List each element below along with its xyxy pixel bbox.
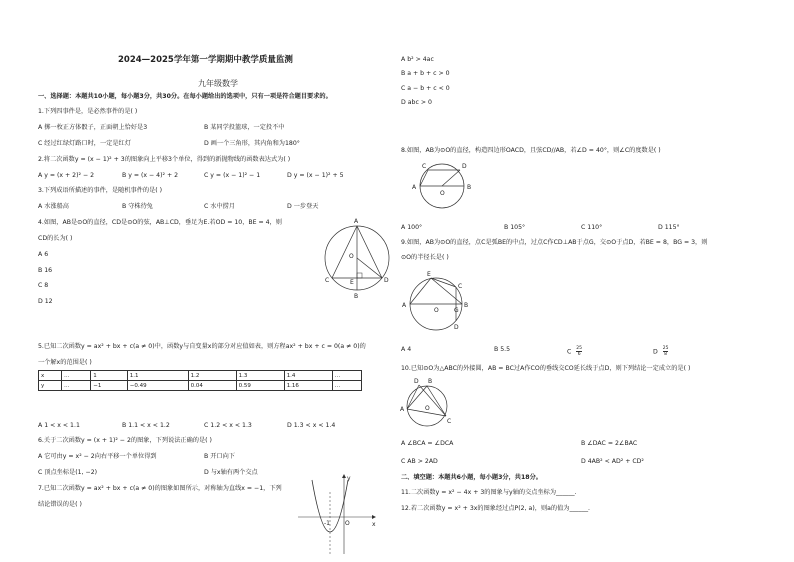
q9-label-g: G [454,307,459,314]
q10-circle-figure [400,376,453,432]
q4-circle-figure [320,218,396,298]
q1-option-d: D 画一个三角形，其内角和为180° [204,140,300,147]
table-cell: y [39,381,62,391]
q7-option-b: B a + b + c > 0 [401,70,450,77]
q4-label-a: A [354,218,359,225]
q9-option-c-letter: C [567,348,572,356]
q8-option-c: C 110° [581,224,603,231]
q7-option-d: D abc > 0 [401,99,432,106]
table-cell: … [62,371,91,381]
q9-stem-line1: 9.如图，AB为⊙O的直径，点C是弧BE的中点，过点C作CD⊥AB于点G，交⊙O于点D，若BE = 8，BG = 3，则 [401,239,708,246]
q4-label-c: C [325,277,330,284]
q4-option-d: D 12 [38,298,53,305]
section-2-heading: 二、填空题：本题共6小题，每小题3分，共18分。 [401,474,542,481]
q1-option-c: C 经过红绿灯路口时，一定是红灯 [38,140,131,147]
q10-label-b: B [428,378,433,385]
q7-parabola-figure [298,474,378,556]
q5-value-table [38,370,362,391]
q9-option-d [653,346,668,357]
table-cell: 1.4 [284,371,332,381]
q9-label-o: O [434,307,439,314]
q12-stem: 12.若二次函数y = x² + 3x的图象经过点P(2, a)，则a的值为______. [401,505,591,512]
q8-label-o: O [440,190,445,197]
section-1-heading: 一、选择题：本题共10小题，每小题3分，共30分。在每小题给出的选项中，只有一项是符合题目要求的。 [38,93,332,100]
table-cell: … [332,371,361,381]
q4-stem-line2: CD的长为( ) [38,235,73,242]
q9-label-a: A [402,302,407,309]
table-cell: x [39,371,62,381]
q5-stem-line1: 5.已知二次函数y = ax² + bx + c(a ≠ 0)中，函数y与自变量x的部分对应值如表，则方程ax² + bx + c = 0(a ≠ 0)的 [38,343,366,350]
q7-label-minus1: -1 [324,520,330,527]
q4-stem-line1: 4.如图，AB是⊙O的直径，CD是⊙O的弦，AB⊥CD，垂足为E.若OD = 10，BE = 4，则 [38,219,282,226]
q8-label-a: A [412,184,417,191]
table-cell: … [332,381,361,391]
q3-option-a: A 水涨船高 [38,203,69,210]
q4-label-b: B [354,293,359,300]
q9-option-a: A 4 [401,346,412,353]
q1-stem: 1.下列四事件是，是必然事件的是( ) [38,108,138,115]
exam-title: 2024—2025学年第一学期期中教学质量监测 [118,55,293,65]
q8-option-b: B 105° [504,224,526,231]
q10-label-c: C [447,418,452,425]
q10-option-a: A ∠BCA = ∠DCA [401,440,454,447]
table-cell: 1.3 [236,371,284,381]
q8-label-c: C [422,163,427,170]
q5-stem-line2: 一个解x的范围是( ) [38,359,92,366]
q8-option-d: D 115° [658,224,680,231]
q9-option-c-denominator: 6 [577,352,581,357]
q4-option-a: A 6 [38,251,49,258]
q7-option-a: A b² > 4ac [401,56,434,63]
q4-option-b: B 16 [38,267,53,274]
q10-option-d: D 4AB² < AD² + CD² [581,458,644,465]
q7-option-c: C a − b + c < 0 [401,85,450,92]
q4-option-c: C 8 [38,282,49,289]
q10-label-a: A [400,406,405,413]
q11-stem: 11.二次函数y = x² − 4x + 3的图象与y轴的交点坐标为______. [401,489,577,496]
q9-circle-figure [401,270,473,334]
q4-label-e: E [350,279,354,286]
q10-label-d: D [414,378,419,385]
table-cell: 1.1 [127,371,188,381]
q3-option-c: C 水中捞月 [204,203,236,210]
q10-option-c: C AB > 2AD [401,458,438,465]
q5-option-c: C 1.2 < x < 1.3 [204,422,252,429]
q7-label-y: y [347,475,351,482]
q9-option-b: B 5.5 [494,346,511,353]
q6-option-c: C 顶点坐标是(1, −2) [38,469,98,476]
table-cell: −0.49 [127,381,188,391]
q4-label-o: O [349,253,354,260]
q10-stem: 10.已知⊙O为△ABC的外接圆，AB = BC过A作CO的垂线交CO延长线于点D，则下列结论一定成立的是( ) [401,365,691,372]
table-cell: −1 [91,381,128,391]
q1-option-b: B 某同学投篮球，一定投不中 [204,124,285,131]
q8-label-b: B [467,184,472,191]
q3-stem: 3.下列成语所描述的事件，是随机事件的是( ) [38,187,163,194]
q8-label-d: D [462,163,467,170]
table-cell: 1.16 [284,381,332,391]
q4-label-d: D [384,277,389,284]
q10-label-o: O [425,405,430,412]
q5-option-b: B 1.1 < x < 1.2 [122,422,170,429]
q7-label-x: x [372,521,376,528]
q3-option-d: D 一步登天 [287,203,319,210]
q9-option-d-letter: D [653,348,658,356]
table-cell: 1 [91,371,128,381]
subject-title: 九年级数学 [198,79,238,88]
q9-option-d-denominator: 8 [664,352,668,357]
q7-label-o: O [345,520,350,527]
q8-option-a: A 100° [401,224,423,231]
q6-option-d: D 与x轴有两个交点 [204,469,258,476]
q2-stem: 2.将二次函数y = (x − 1)² + 3的图象向上平移3个单位，得到的新抛物线的函数表达式为( ) [38,156,291,163]
q3-option-b: B 守株待兔 [122,203,153,210]
q8-stem: 8.如图，AB为⊙O的直径，构造四边形OACD，且弦CD//AB，若∠D = 40°，则∠C的度数是( ) [401,147,661,154]
q6-stem: 6.关于二次函数y = (x + 1)² − 2的图象，下列说法正确的是( ) [38,437,212,444]
q9-stem-line2: ⊙O的半径长是( ) [401,254,449,261]
q9-label-d: D [454,324,459,331]
q9-label-c: C [458,283,463,290]
q2-option-b: B y = (x − 4)² + 2 [122,172,179,179]
q2-option-c: C y = (x − 1)² − 1 [204,172,261,179]
q9-option-d-fraction [663,346,669,357]
q10-option-b: B ∠DAC = 2∠BAC [581,440,638,447]
q1-option-a: A 掷一枚正方体骰子，正面朝上恰好是3 [38,124,148,131]
q9-option-c-fraction [576,346,582,357]
q2-option-d: D y = (x − 1)² + 5 [287,172,344,179]
table-cell: … [62,381,91,391]
q6-option-b: B 开口向下 [204,453,235,460]
table-cell: 0.59 [236,381,284,391]
q9-label-e: E [427,271,431,278]
table-cell: 1.2 [188,371,236,381]
table-cell: 0.04 [188,381,236,391]
q9-label-b: B [464,302,469,309]
q7-stem-line1: 7.已知二次函数y = ax² + bx + c(a ≠ 0)的图象如图所示，对称轴为直线x = −1，下列 [38,485,282,492]
q9-option-c-numerator: 25 [576,346,583,351]
q9-option-d-numerator: 25 [662,346,669,351]
q7-stem-line2: 结论错误的是( ) [38,501,82,508]
q8-circle-figure [406,162,482,210]
q5-option-a: A 1 < x < 1.1 [38,422,80,429]
q5-option-d: D 1.3 < x < 1.4 [287,422,336,429]
table-row [39,371,362,381]
q6-option-a: A 它可由y = x² − 2向右平移一个单位得到 [38,453,157,460]
q9-option-c [567,346,582,357]
q2-option-a: A y = (x + 2)² − 2 [38,172,95,179]
table-row [39,381,362,391]
